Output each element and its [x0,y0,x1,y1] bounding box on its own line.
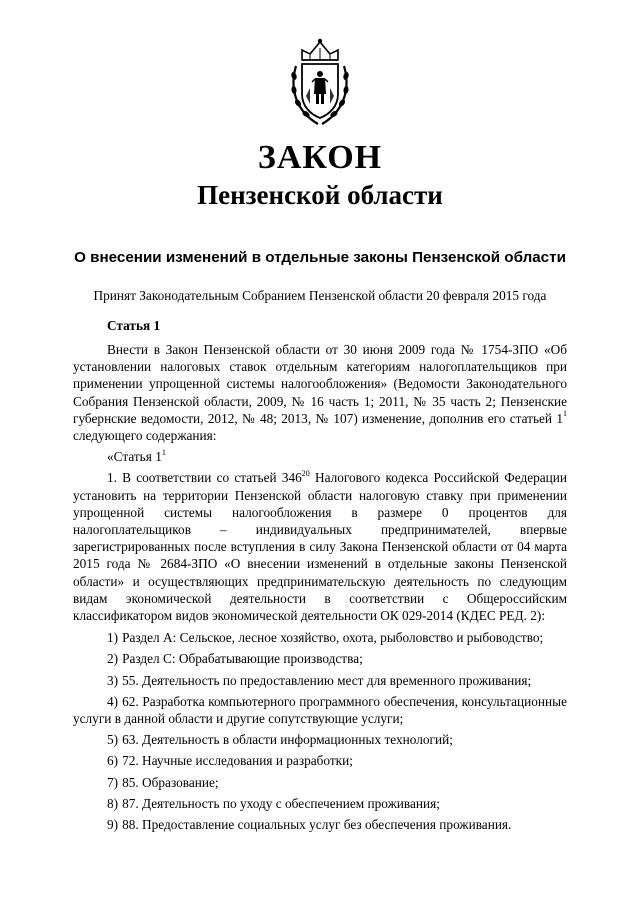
list-item: 3) 55. Деятельность по предоставлению мест для временного проживания; [107,672,532,688]
list-item: 1) Раздел А: Сельское, лесное хозяйство, охота, рыболовство и рыбоводство; [107,630,544,646]
adoption-note: Принят Законодательным Собранием Пензенской области 20 февраля 2015 года [93,288,547,303]
list-item: 5) 63. Деятельность в области информационных технологий; [107,732,453,748]
list-item: 4) 62. Разработка компьютерного программного обеспечения, консультационные услуги в данной области и другие сопутствующие услуги; [73,693,567,727]
article-intro-paragraph: Внести в Закон Пензенской области от 30 июня 2009 года № 1754-ЗПО «Об установлении налоговых ставок отдельным категориям налогоплательщиков при применении упрощенной системы налогообложения» (Ведомости Законодательного Собрания Пензенской области, 2009, № 16 часть 1; 2011, № 35 часть 2; Пензенские губернские ведомости, 2012, № 48; 2013, № 107) изменение, дополнив его статьей $1^1$ следующего содержания: [73,342,567,444]
law-title: ЗАКОН [257,139,383,176]
paragraph-1: 1. В соответствии со статьей $346^{20}$ Налогового кодекса Российской Федерации установить на территории Пензенской области налоговую ставку при применении упрощенной системы налогообложения в размере 0 процентов для налогоплательщиков – индивидуальных предпринимателей, впервые зарегистрированных после вступления в силу Закона Пензенской области от 04 марта 2015 года № 2684-ЗПО «О внесении изменений в отдельные законы Пензенской области» и осуществляющих предпринимательскую деятельность по следующим видам экономической деятельности в соответствии с Общероссийским классификатором видов экономической деятельности ОК 029-2014 (КДЕС РЕД. 2): [73,469,568,624]
law-subject-heading: О внесении изменений в отдельные законы Пензенской области [74,249,566,266]
penza-coat-of-arms-icon [288,38,352,128]
list-item: 9) 88. Предоставление социальных услуг без обеспечения проживания. [107,817,512,833]
activity-list [73,629,567,833]
article-body [73,341,567,837]
list-item: 7) 85. Образование; [107,774,219,790]
list-item: 8) 87. Деятельность по уходу с обеспечением проживания; [107,795,440,811]
new-article-label: «Статья $1^1$ [107,447,166,465]
article-heading: Статья 1 [107,318,161,333]
list-item: 2) Раздел С: Обрабатывающие производства; [107,651,363,667]
list-item: 6) 72. Научные исследования и разработки; [107,753,353,769]
law-region-subtitle: Пензенской области [197,180,443,210]
